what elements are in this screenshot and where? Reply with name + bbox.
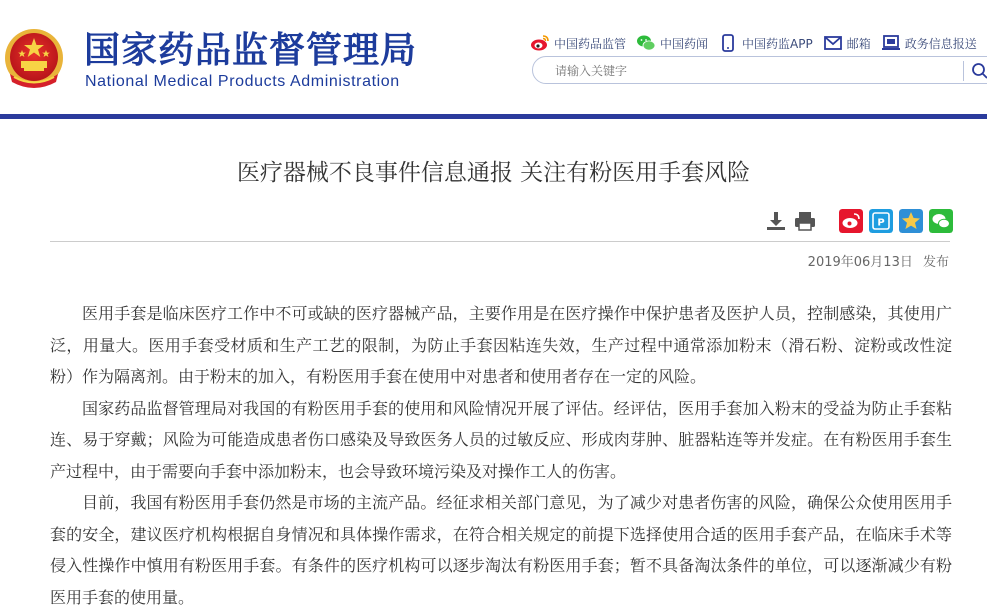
top-links bbox=[530, 32, 987, 54]
mail-icon bbox=[823, 33, 843, 53]
article-title: 医疗器械不良事件信息通报 关注有粉医用手套风险 bbox=[236, 160, 751, 186]
article-tools bbox=[764, 208, 959, 234]
mobile-app-icon bbox=[718, 33, 738, 53]
share-weibo-icon[interactable] bbox=[839, 209, 863, 233]
share-favorite-icon[interactable] bbox=[899, 209, 923, 233]
top-link-report[interactable] bbox=[881, 33, 977, 53]
top-link-wechat[interactable] bbox=[636, 33, 708, 53]
article-paragraph: 国家药品监督管理局对我国的有粉医用手套的使用和风险情况开展了评估。经评估，医用手套加入粉末的受益为防止手套粘连、易于穿戴；风险为可能造成患者伤口感染及导致医务人员的过敏反应、形成肉芽肿、脏器粘连等并发症。在有粉医用手套生产过程中，由于需要向手套中添加粉末，也会导致环境污染及对操作工人的伤害。 bbox=[50, 398, 952, 481]
article-paragraph: 目前，我国有粉医用手套仍然是市场的主流产品。经征求相关部门意见，为了减少对患者伤害的风险，确保公众使用医用手套的安全，建议医疗机构根据自身情况和具体操作需求，在符合相关规定的前提下选择使用合适的医用手套产品，在临床手术等侵入性操作中慎用有粉医用手套。有条件的医疗机构可以逐步淘汰有粉医用手套；暂不具备淘汰条件的单位，可以逐渐减少有粉医用手套的使用量。 bbox=[50, 493, 952, 607]
site-title[interactable]: 国家药品监督管理局 bbox=[84, 30, 418, 71]
site-subtitle: National Medical Products Administration bbox=[85, 73, 400, 90]
print-icon[interactable] bbox=[793, 209, 817, 233]
top-link-label: 邮箱 bbox=[846, 36, 871, 51]
top-link-app[interactable] bbox=[718, 33, 813, 53]
top-link-label: 中国药监APP bbox=[742, 36, 813, 51]
wechat-icon bbox=[636, 33, 656, 53]
article-paragraph: 医用手套是临床医疗工作中不可或缺的医疗器械产品，主要作用是在医疗操作中保护患者及医护人员，控制感染，其使用广泛，用量大。医用手套受材质和生产工艺的限制，为防止手套因粘连失效，生产过程中通常添加粉末（滑石粉、淀粉或改性淀粉）作为隔离剂。由于粉末的加入，有粉医用手套在使用中对患者和使用者存在一定的风险。 bbox=[50, 304, 952, 386]
weibo-icon bbox=[530, 33, 550, 53]
search-box bbox=[532, 56, 987, 84]
top-link-label: 中国药闻 bbox=[660, 36, 709, 51]
header-divider-bar bbox=[0, 114, 987, 119]
search-divider bbox=[963, 61, 964, 81]
share-wechat-icon[interactable] bbox=[929, 209, 953, 233]
top-link-label: 政务信息报送 bbox=[904, 36, 977, 51]
publish-info bbox=[808, 251, 949, 270]
publish-date: 2019年06月13日 bbox=[807, 255, 913, 270]
search-icon[interactable] bbox=[970, 61, 987, 81]
article-body bbox=[50, 298, 952, 610]
title-divider bbox=[50, 241, 950, 242]
top-link-label: 中国药品监管 bbox=[554, 36, 627, 51]
site-header bbox=[0, 0, 987, 116]
download-icon[interactable] bbox=[764, 209, 788, 233]
top-link-weibo[interactable] bbox=[530, 33, 626, 53]
national-emblem-icon[interactable] bbox=[2, 24, 66, 94]
svg-text:P: P bbox=[877, 217, 885, 229]
share-qzone-icon[interactable] bbox=[869, 209, 893, 233]
top-link-mail[interactable] bbox=[823, 33, 871, 53]
publish-label: 发布 bbox=[922, 255, 949, 270]
report-icon bbox=[881, 33, 901, 53]
search-input[interactable] bbox=[555, 61, 955, 81]
